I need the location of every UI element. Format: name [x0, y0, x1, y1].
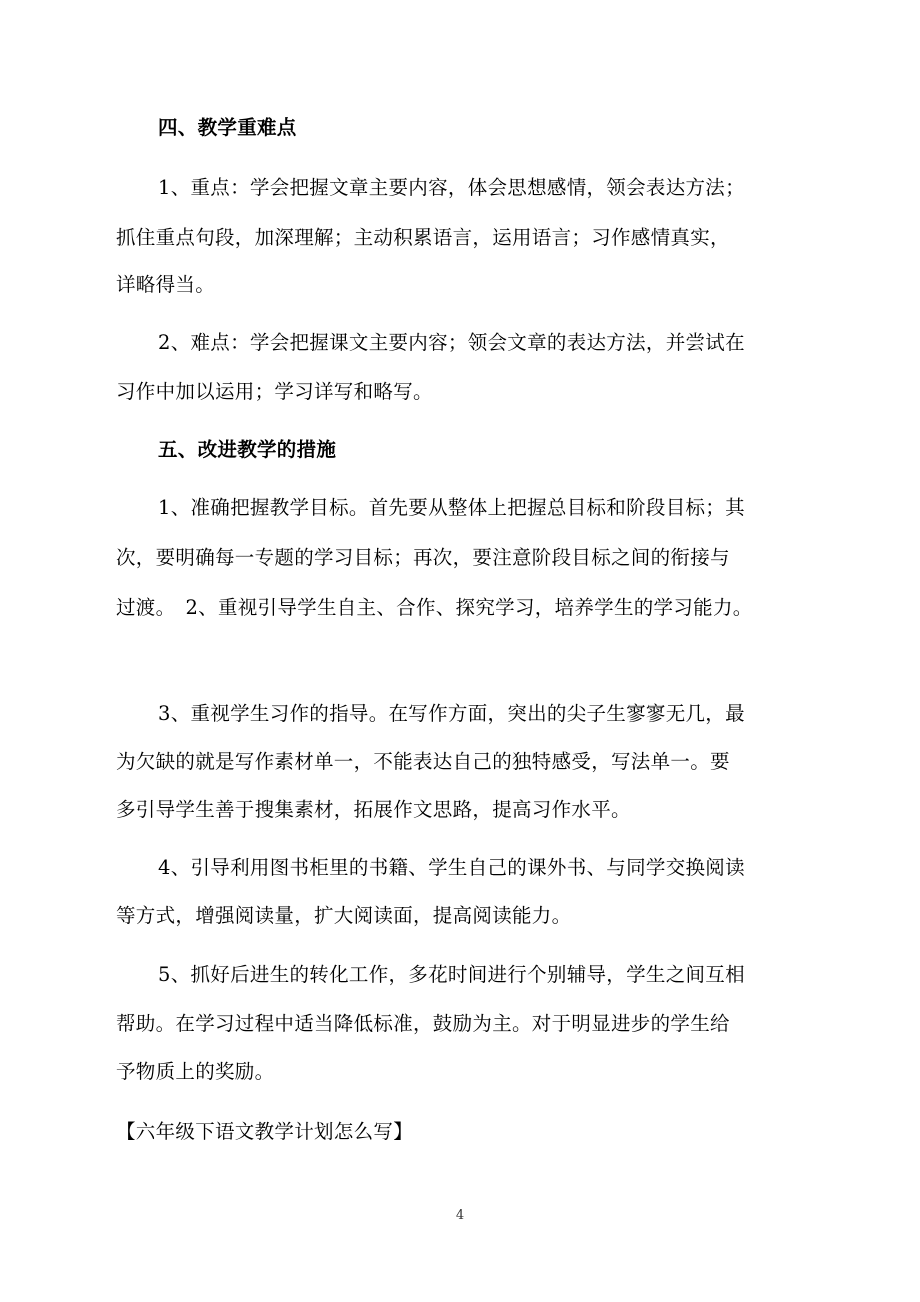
section-5-item-4-line-1: 4、引导利用图书柜里的书籍、学生自己的课外书、与同学交换阅读: [158, 856, 745, 879]
related-article-title: 【六年级下语文教学计划怎么写】: [116, 1120, 414, 1143]
section-5-item-5-line-3: 予物质上的奖励。: [116, 1060, 275, 1083]
section-5-item-1-line-2: 次，要明确每一专题的学习目标；再次，要注意阶段目标之间的衔接与: [116, 546, 730, 569]
section-5-item-1-line-3: 过渡。 2、重视引导学生自主、合作、探究学习，培养学生的学习能力。: [116, 596, 753, 619]
section-4-key-points-line-1: 1、重点：学会把握文章主要内容，体会思想感情，领会表达方法；: [158, 176, 745, 199]
section-4-difficulties-line-1: 2、难点：学会把握课文主要内容；领会文章的表达方法，并尝试在: [158, 331, 745, 354]
section-5-item-3-line-2: 为欠缺的就是写作素材单一，不能表达自己的独特感受，写法单一。要: [116, 750, 730, 773]
section-5-item-5-line-2: 帮助。在学习过程中适当降低标准，鼓励为主。对于明显进步的学生给: [116, 1012, 730, 1035]
section-4-key-points-line-2: 抓住重点句段，加深理解；主动积累语言，运用语言；习作感情真实，: [116, 226, 730, 249]
page-number: 4: [455, 1208, 465, 1223]
section-5-item-3-line-1: 3、重视学生习作的指导。在写作方面，突出的尖子生寥寥无几，最: [158, 702, 745, 725]
section-5-item-4-line-2: 等方式，增强阅读量，扩大阅读面，提高阅读能力。: [116, 904, 572, 927]
section-5-item-5-line-1: 5、抓好后进生的转化工作，多花时间进行个别辅导，学生之间互相: [158, 963, 745, 986]
section-4-key-points-line-3: 详略得当。: [116, 273, 216, 296]
section-5-heading: 五、改进教学的措施: [158, 438, 337, 461]
section-5-item-1-line-1: 1、准确把握教学目标。首先要从整体上把握总目标和阶段目标；其: [158, 496, 745, 519]
section-5-item-3-line-3: 多引导学生善于搜集素材，拓展作文思路，提高习作水平。: [116, 798, 631, 821]
section-4-difficulties-line-2: 习作中加以运用；学习详写和略写。: [116, 380, 433, 403]
section-4-heading: 四、教学重难点: [158, 116, 297, 139]
